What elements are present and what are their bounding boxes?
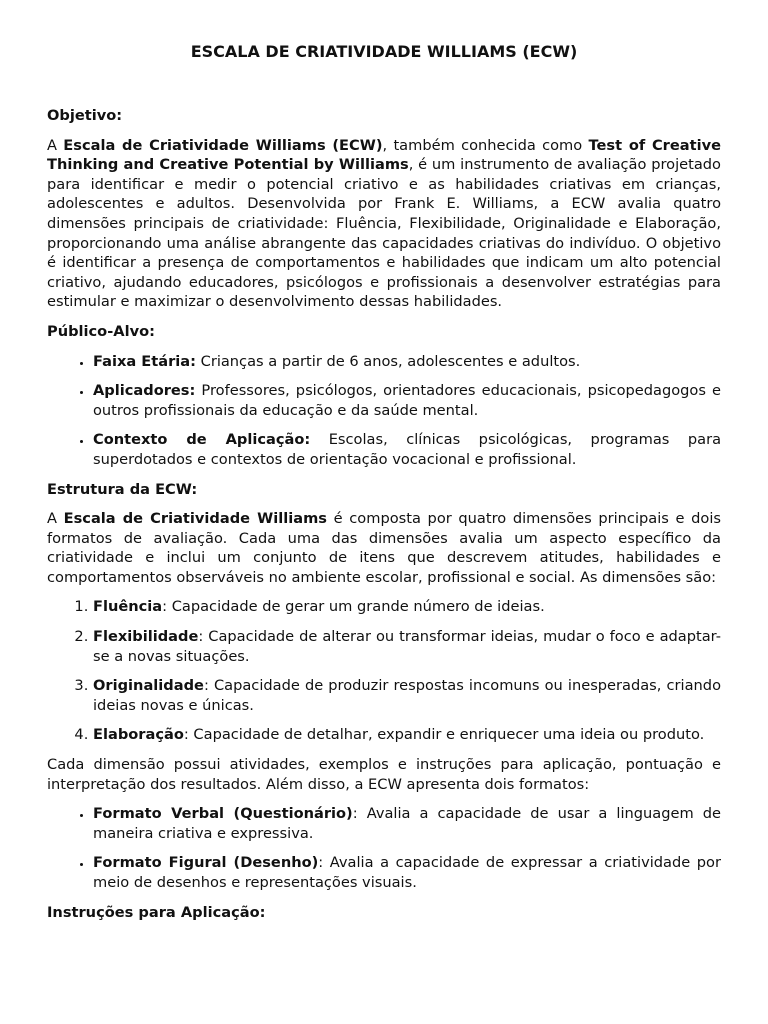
objective-text-a: A [47, 136, 64, 154]
instructions-heading: Instruções para Aplicação: [47, 903, 266, 921]
formats-intro: Cada dimensão possui atividades, exemplos e instruções para aplicação, pontuação e interpretação dos resultados. Além disso, a ECW apresenta dois formatos: [47, 756, 721, 793]
list-item [93, 853, 721, 892]
list-item-text: Professores, psicólogos, orientadores educacionais, psicopedagogos e outros profissionais da educação e da saúde mental. [93, 382, 721, 419]
objective-bold-test: Test of Creative Thinking and Creative Potential by Williams [47, 136, 722, 174]
list-item-text: : Capacidade de gerar um grande número de ideias. [162, 598, 545, 616]
list-item-label: Contexto de Aplicação: [93, 431, 311, 449]
structure-paragraph [47, 509, 721, 587]
list-item-text: Crianças a partir de 6 anos, adolescentes e adultos. [195, 352, 581, 370]
list-item-text: : Capacidade de alterar ou transformar ideias, mudar o foco e adaptar-se a novas situações. [93, 628, 721, 665]
list-item-label: Flexibilidade [93, 628, 199, 646]
list-item [93, 381, 721, 420]
audience-heading: Público-Alvo: [47, 322, 155, 340]
formats-list [47, 804, 721, 892]
list-item-text: : Capacidade de detalhar, expandir e enriquecer uma ideia ou produto. [183, 726, 705, 744]
list-item-text: : Avalia a capacidade de expressar a criatividade por meio de desenhos e representações visuais. [93, 854, 721, 891]
objective-heading: Objetivo: [47, 107, 123, 124]
list-item [93, 804, 721, 843]
document-body [47, 106, 721, 922]
structure-bold: Escala de Criatividade Williams [63, 510, 327, 528]
list-item-label: Fluência [93, 598, 163, 616]
structure-text-c: é composta por quatro dimensões principais e dois formatos de avaliação. Cada uma das dimensões avalia um aspecto específico da criatividade e inclui um conjunto de itens que descrevem atitudes, habilidades e comportamentos observáveis no ambiente escolar, profissional e social. As dimensões são: [47, 510, 721, 586]
list-item-label: Formato Verbal (Questionário) [93, 805, 353, 823]
objective-paragraph [47, 136, 721, 312]
dimensions-list [47, 597, 721, 745]
list-item [93, 676, 721, 715]
document-title: ESCALA DE CRIATIVIDADE WILLIAMS (ECW) [190, 42, 578, 61]
list-item [93, 725, 721, 745]
structure-heading: Estrutura da ECW: [47, 480, 198, 498]
list-item-text: : Capacidade de produzir respostas incomuns ou inesperadas, criando ideias novas e únicas. [93, 677, 721, 714]
objective-text-c: , também conhecida como [382, 136, 589, 154]
list-item-label: Aplicadores: [93, 382, 196, 400]
list-item [93, 352, 721, 372]
list-item-text: Escolas, clínicas psicológicas, programas para superdotados e contextos de orientação vocacional e profissional. [93, 431, 722, 468]
list-item-label: Formato Figural (Desenho) [93, 854, 319, 872]
list-item [93, 627, 721, 666]
objective-bold-ecw: Escala de Criatividade Williams (ECW) [63, 136, 383, 154]
structure-text-a: A [47, 510, 64, 528]
list-item-label: Elaboração [93, 726, 184, 744]
list-item [93, 597, 721, 617]
list-item-text: : Avalia a capacidade de usar a linguagem de maneira criativa e expressiva. [93, 805, 721, 842]
objective-text-d: , é um instrumento de avaliação projetado para identificar e medir o potencial criativo e as habilidades criativas em crianças, adolescentes e adultos. Desenvolvida por Frank E. Williams, a ECW avalia quatro dimensões principais de criatividade: Fluência, Flexibilidade, Originalidade e Elaboração, proporcionando uma análise abrangente das capacidades criativas do indivíduo. O objetivo é identificar a presença de comportamentos e habilidades que indicam um alto potencial criativo, ajudando educadores, psicólogos e profissionais a desenvolver estratégias para estimular e maximizar o desenvolvimento dessas habilidades. [47, 156, 721, 311]
list-item-label: Faixa Etária: [93, 352, 196, 370]
audience-list [47, 352, 721, 470]
list-item [93, 430, 721, 469]
list-item-label: Originalidade [93, 677, 204, 695]
